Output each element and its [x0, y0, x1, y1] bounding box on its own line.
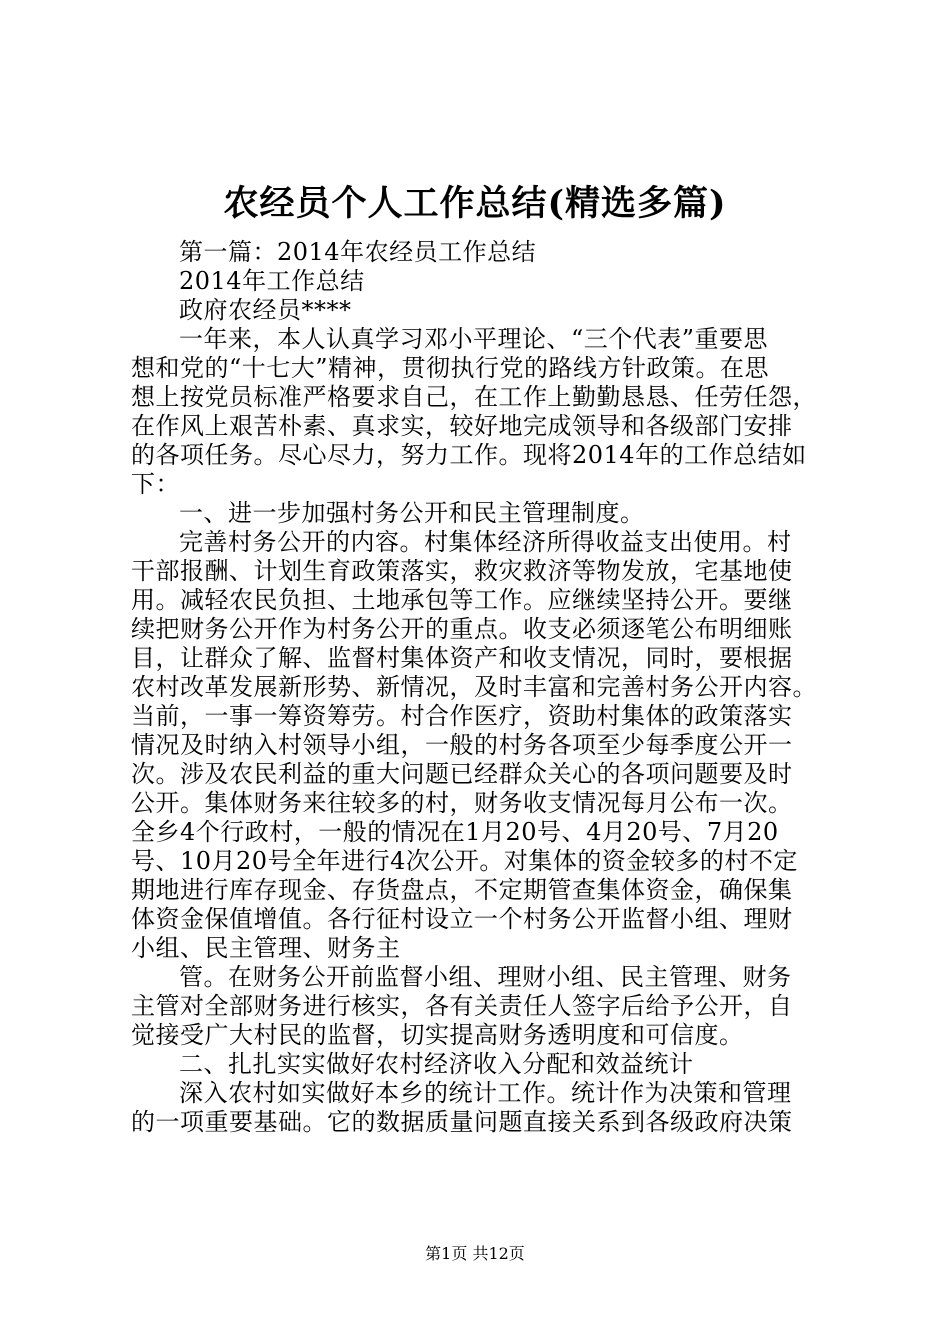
body-line: 想上按党员标准严格要求自己，在工作上勤勤恳恳、任劳任怨， [131, 383, 817, 411]
body-line: 2014年工作总结 [179, 267, 365, 295]
body-line: 在作风上艰苦朴素、真求实，较好地完成领导和各级部门安排 [131, 412, 793, 440]
body-line: 续把财务公开作为村务公开的重点。收支必须逐笔公布明细账 [131, 615, 793, 643]
body-line: 管。在财务公开前监督小组、理财小组、民主管理、财务 [179, 963, 792, 991]
document-body [131, 238, 831, 1137]
body-line: 主管对全部财务进行核实，各有关责任人签字后给予公开，自 [131, 992, 793, 1020]
page-footer: 第1页 共12页 [425, 1244, 525, 1263]
body-line: 政府农经员**** [179, 296, 352, 324]
body-line: 一、进一步加强村务公开和民主管理制度。 [179, 499, 645, 527]
body-line: 目，让群众了解、监督村集体资产和收支情况，同时，要根据 [131, 644, 793, 672]
body-line: 二、扎扎实实做好农村经济收入分配和效益统计 [179, 1050, 694, 1078]
body-line: 全乡4个行政村，一般的情况在1月20号、4月20号、7月20 [131, 818, 779, 846]
body-line: 的各项任务。尽心尽力，努力工作。现将2014年的工作总结如 [131, 441, 807, 469]
body-line: 第一篇：2014年农经员工作总结 [179, 238, 537, 266]
body-line: 当前，一事一筹资筹劳。村合作医疗，资助村集体的政策落实 [131, 702, 793, 730]
body-line: 下： [131, 470, 180, 498]
body-line: 完善村务公开的内容。村集体经济所得收益支出使用。村 [179, 528, 792, 556]
body-line: 想和党的“十七大”精神，贯彻执行党的路线方针政策。在思 [131, 354, 770, 382]
body-line: 的一项重要基础。它的数据质量问题直接关系到各级政府决策 [131, 1108, 793, 1136]
body-line: 小组、民主管理、财务主 [131, 934, 401, 962]
document-title: 农经员个人工作总结(精选多篇) [223, 183, 727, 224]
body-line: 一年来，本人认真学习邓小平理论、“三个代表”重要思 [179, 325, 769, 353]
body-line: 农村改革发展新形势、新情况，及时丰富和完善村务公开内容。 [131, 673, 817, 701]
body-line: 公开。集体财务来往较多的村，财务收支情况每月公布一次。 [131, 789, 793, 817]
body-line: 次。涉及农民利益的重大问题已经群众关心的各项问题要及时 [131, 760, 793, 788]
body-line: 号、10月20号全年进行4次公开。对集体的资金较多的村不定 [131, 847, 798, 875]
body-line: 情况及时纳入村领导小组，一般的村务各项至少每季度公开一 [131, 731, 793, 759]
body-line: 干部报酬、计划生育政策落实，救灾救济等物发放，宅基地使 [131, 557, 793, 585]
body-line: 体资金保值增值。各行征村设立一个村务公开监督小组、理财 [131, 905, 793, 933]
body-line: 期地进行库存现金、存货盘点，不定期管查集体资金，确保集 [131, 876, 793, 904]
body-line: 深入农村如实做好本乡的统计工作。统计作为决策和管理 [179, 1079, 792, 1107]
body-line: 用。减轻农民负担、土地承包等工作。应继续坚持公开。要继 [131, 586, 793, 614]
body-line: 觉接受广大村民的监督，切实提高财务透明度和可信度。 [131, 1021, 744, 1049]
